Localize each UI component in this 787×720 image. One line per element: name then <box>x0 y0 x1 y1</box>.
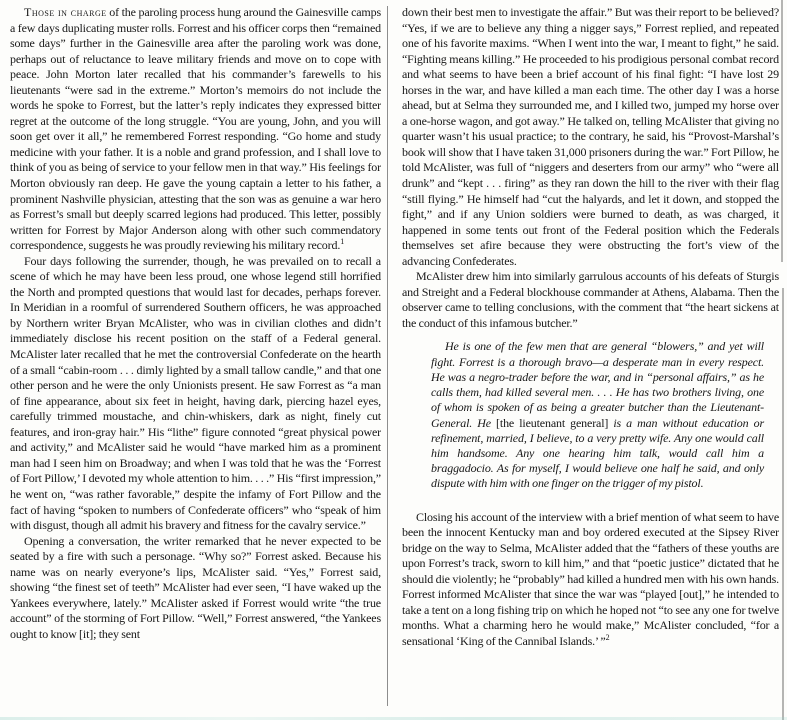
paragraph-text: of the paroling process hung around the Gainesville camps a few days duplicating muster rolls. Forrest and his officer corps then “remained some days” further in the Gainesville area after the paroling work was done, perhaps out of reluctance to leave military friends and move on to cope with peace. John Morton later recalled that his commander’s farewells to his lieutenants “were sad in the extreme.” Morton’s memoirs do not include the words he spoke to Forrest, but the latter’s reply indicates they expressed bitter regret at the outcome of the long struggle. “You are young, John, and you will soon get over it all,” he remembered Forrest responding. “Go home and study medicine with your father. It is a noble and grand profession, and I shall love to think of you as being of service to your fellow men in that way.” His feelings for Morton obviously ran deep. He gave the young captain a letter to his father, a prominent Nashville physician, attesting that the son was as genuine a war hero as Forrest’s small but deeply scarred legions had produced. This letter, possibly written for Forrest by Major Anderson along with other such commendatory correspondence, suggests he was proudly reviewing his military record. <box>10 5 381 253</box>
column-divider-rule <box>387 6 388 706</box>
page-edge-line-bottom <box>782 288 784 720</box>
blockquote-mcalister-assessment <box>431 339 764 491</box>
paragraph-closing-account <box>402 510 779 650</box>
paragraph-opening-conversation: Opening a conversation, the writer remarked that he never expected to be seated by a fire with such a personage. “Why so?” Forrest asked. Because his name was on nearly everyone’s lips, McAlister said. “Yes,” Forrest said, showing “the finest set of teeth” McAlister had ever seen, “I have waked up the Yankees everywhere, lately.” McAlister asked if Forrest would write “the true account” of the storming of Fort Pillow. “Well,” Forrest answered, “the Yankees ought to know [it]; they sent <box>10 533 381 641</box>
quote-italic-part1: He is one of the few men that are general “blowers,” and yet will fight. Forrest is a thorough bravo—a desperate man in every respect. He was a negro-trader before the war, and in “personal affairs,” as he calls them, had killed several men. . . . He has two brothers living, one of whom is spoken of as being a greater butcher than the Lieutenant-General. He <box>431 339 764 430</box>
paragraph-four-days: Four days following the surrender, though, he was prevailed on to recall a scene of which he may have been less proud, one whose legend still horrified the North and prompted questions that would last for decades, perhaps forever. In Meridian in a roomful of surrendered Southern officers, he was approached by Northern writer Bryan McAlister, who was in civilian clothes and didn’t immediately disclose his recent position on the staff of a Federal general. McAlister later recalled that he met the controversial Confederate on the hearth of a small “cabin-room . . . dimly lighted by a small tallow candle,” and that one other person and he were the only Unionists present. He saw Forrest as “a man of fine appearance, about six feet in height, having dark, piercing hazel eyes, carefully trimmed moustache, and chin-whiskers, dark as night, finely cut features, and iron-gray hair.” His “lithe” figure connoted “great physical power and activity,” and McAlister said he would “have marked him as a prominent man had I seen him on Broadway; and when I was told that he was the ‘Forrest of Fort Pillow,’ I devoted my whole attention to him. . . .” His “first impression,” he went on, “was rather favorable,” despite the infamy of Fort Pillow and the fact of having “spoken to numbers of Confederate officers” who “speak of him with disgust, though all admit his bravery and fitness for the cavalry service.” <box>10 253 381 533</box>
quote-roman-insert: [the lieutenant general] <box>496 415 609 430</box>
footnote-marker-1: 1 <box>340 237 345 247</box>
footnote-marker-2: 2 <box>605 632 610 642</box>
smallcaps-lead: Those in charge <box>24 5 107 19</box>
paragraph-those-in-charge <box>10 5 381 254</box>
paragraph-mcalister-drew: McAlister drew him into similarly garrulous accounts of his defeats of Sturgis and Streight and a Federal blockhouse commander at Athens, Alabama. Then the observer came to telling conclusions, with the comment that “the heart sickens at the conduct of this infamous butcher.” <box>402 269 779 330</box>
paragraph-continuation-best-men: down their best men to investigate the affair.” But was their report to be believed? “Yes, if we are to believe any thing a nigger says,” Forrest replied, and repeated one of his favorite maxims. “When I went into the war, I meant to fight,” he said. “Fighting means killing.” He proceeded to his prodigious personal combat record and what seems to have been a brief account of his final fight: “I have lost 29 horses in the war, and have killed a man each time. The other day I was a horse ahead, but at Selma they surrounded me, and I killed two, jumped my horse over a one-horse wagon, and got away.” He talked on, telling McAlister that giving no quarter wasn’t his usual practice; to the contrary, he said, his “Provost-Marshal’s book will show that I have taken 31,000 prisoners during the war.” Fort Pillow, he told McAlister, was full of “niggers and deserters from our army” who “were all drunk” and “kept . . . firing” as they ran down the hill to the river with their flag “still flying.” He himself had “cut the halyards, and let it down, and stopped the fight,” and if any Union soldiers were burned to death, as was charged, it happened in some tents out front of the Federal position which the Federals themselves set afire because they were obstructing the fort’s view of the advancing Confederates. <box>402 5 779 268</box>
paragraph-text: Closing his account of the interview with a brief mention of what seem to have been the innocent Kentucky man and boy ordered executed at the Sipsey River bridge on the way to Selma, McAlister added that the “fathers of these youths are upon Forrest’s track, sworn to kill him,” and that “poetic justice” dictated that he should die violently; he “probably” had killed a hundred men with his own hands. Forrest informed McAlister that since the war was “played [out],” he intended to take a tent on a long fishing trip on which he hoped not “to see any one for twelve months. What a charming hero he would make,” McAlister concluded, “for a sensational ‘King of the Cannibal Islands.’ ” <box>402 509 779 648</box>
left-column <box>10 5 381 718</box>
page-edge-line-top <box>781 0 783 262</box>
quote-italic-part2: is a man without education or refinement, married, I believe, to a very pretty wife. Any one would call him handsome. Any one hearing him talk, would call him a braggadocio. As for myself, I would believe one half he said, and only dispute with him with one finger on the trigger of my pistol. <box>431 415 764 491</box>
right-column <box>402 5 779 718</box>
